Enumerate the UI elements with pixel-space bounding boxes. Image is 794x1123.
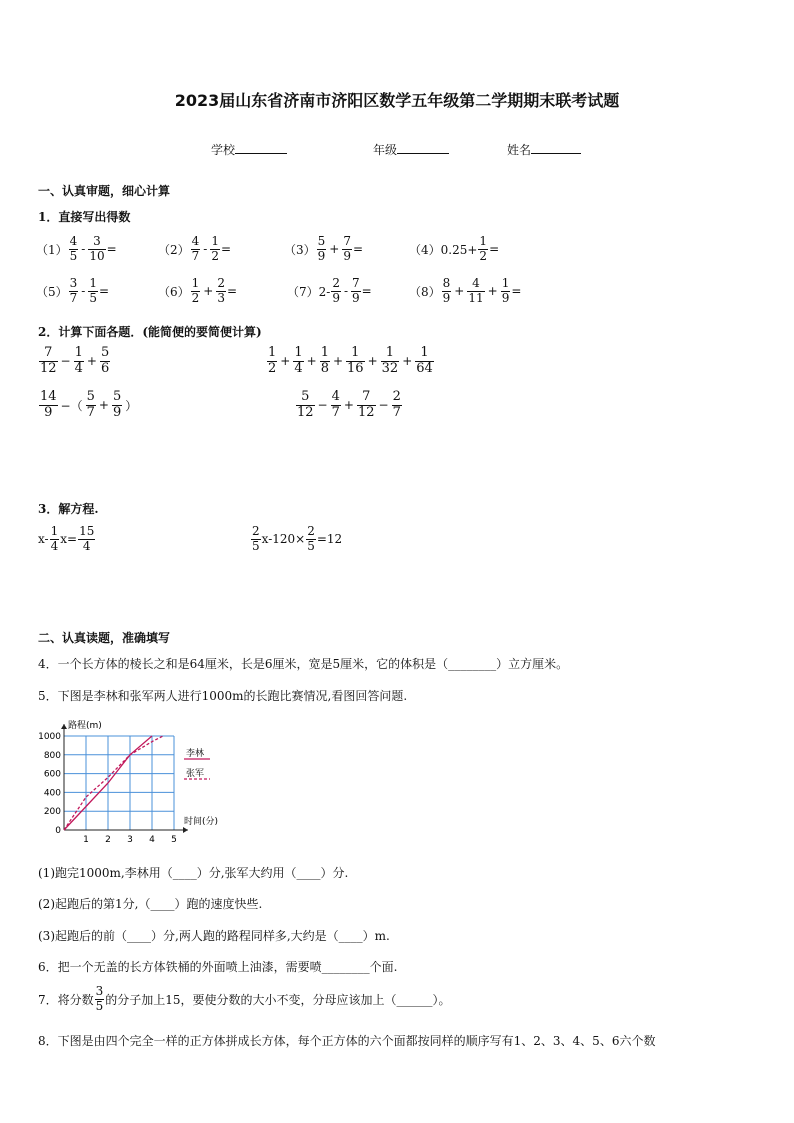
- q2-expr-1: $\frac{7}{12}$ − $\frac{1}{4}$ + $\frac{5}{6}$: [40, 345, 110, 376]
- y-tick-label: 1000: [38, 732, 61, 742]
- grade-label: 年级: [373, 143, 398, 157]
- q1-item-1: （1） $\frac{4}{5}$ - $\frac{3}{10}$ =: [36, 234, 117, 263]
- school-field: [211, 141, 287, 158]
- section1-heading: 一、认真审题，细心计算: [38, 184, 171, 198]
- x-tick-label: 2: [105, 835, 111, 845]
- q1-item-4: （4）0.25+ $\frac{1}{2}$ =: [409, 234, 500, 263]
- y-tick-label: 600: [43, 769, 61, 780]
- q1-item-2: （2） $\frac{4}{7}$ - $\frac{1}{2}$ =: [158, 234, 232, 263]
- question-4: 4．一个长方体的棱长之和是64厘米，长是6厘米，宽是5厘米，它的体积是（________）立方厘米。: [38, 657, 569, 671]
- q3-heading: 3．解方程.: [38, 502, 99, 516]
- q1-item-8: （8） $\frac{8}{9}$ + $\frac{4}{11}$ + $\frac{1}{9}$ =: [409, 276, 522, 305]
- question-5-sub-3: (3)起跑后的前（____）分,两人跑的路程同样多,大约是（____）m.: [38, 929, 390, 943]
- x-tick-label: 5: [171, 835, 177, 845]
- q3-equation-2: $\frac{2}{5}$ x-120× $\frac{2}{5}$ =12: [252, 524, 343, 553]
- x-tick-label: 3: [127, 835, 133, 845]
- y-tick-label: 0: [55, 826, 61, 836]
- race-chart: [36, 716, 256, 846]
- x-tick-label: 1: [83, 835, 89, 845]
- question-5-sub-1: (1)跑完1000m,李林用（____）分,张军大约用（____）分.: [38, 866, 349, 880]
- y-tick-label: 200: [43, 807, 61, 818]
- grade-field: [373, 141, 449, 158]
- question-8: 8．下图是由四个完全一样的正方体拼成长方体，每个正方体的六个面都按同样的顺序写有1、2、3、4、5、6六个数: [38, 1034, 656, 1048]
- question-7: 7．将分数 $\frac{3}{5}$ 的分子加上15，要使分数的大小不变，分母应该加上（______）。: [38, 984, 451, 1013]
- question-5-sub-2: (2)起跑后的第1分,（____）跑的速度快些.: [38, 897, 263, 911]
- q1-heading: 1．直接写出得数: [38, 210, 131, 224]
- q2-expr-2: $\frac{1}{2}$ + $\frac{1}{4}$ + $\frac{1}{8}$ + $\frac{1}{16}$ + $\frac{1}{32}$ + $\frac{1}{64}$: [268, 345, 433, 376]
- q2-expr-3: $\frac{14}{9}$ −（ $\frac{5}{7}$ + $\frac{5}{9}$ ）: [40, 389, 138, 420]
- x-axis-label: 时间(分): [184, 817, 219, 827]
- q3-equation-1: x- $\frac{1}{4}$ x= $\frac{15}{4}$: [38, 524, 95, 553]
- legend-label: 李林: [186, 749, 205, 759]
- q1-item-3: （3） $\frac{5}{9}$ + $\frac{7}{9}$ =: [284, 234, 364, 263]
- race-chart-svg: [36, 716, 256, 846]
- section2-heading: 二、认真读题，准确填写: [38, 631, 171, 645]
- name-label: 姓名: [507, 143, 532, 157]
- q1-item-5: （5） $\frac{3}{7}$ - $\frac{1}{5}$ =: [36, 276, 110, 305]
- name-field: [507, 141, 581, 158]
- series-line-2: [64, 736, 163, 830]
- school-label: 学校: [211, 143, 236, 157]
- y-axis-arrow: [61, 724, 67, 729]
- y-axis-label: 路程(m): [68, 721, 102, 731]
- y-tick-label: 800: [43, 750, 61, 761]
- legend-label: 张军: [186, 769, 205, 779]
- q2-heading: 2．计算下面各题．(能简便的要简便计算): [38, 325, 262, 339]
- y-tick-label: 400: [43, 788, 61, 799]
- x-axis-arrow: [183, 827, 188, 833]
- page-title: 2023届山东省济南市济阳区数学五年级第二学期期末联考试题: [174, 91, 620, 110]
- q1-item-7: （7）2- $\frac{2}{9}$ - $\frac{7}{9}$ =: [287, 276, 372, 305]
- q1-item-6: （6） $\frac{1}{2}$ + $\frac{2}{3}$ =: [158, 276, 238, 305]
- question-6: 6．把一个无盖的长方体铁桶的外面喷上油漆，需要喷________个面.: [38, 960, 398, 974]
- question-5: 5．下图是李林和张军两人进行1000m的长跑比赛情况,看图回答问题.: [38, 689, 408, 703]
- q2-expr-4: $\frac{5}{12}$ − $\frac{4}{7}$ + $\frac{7}{12}$ − $\frac{2}{7}$: [297, 389, 401, 420]
- x-tick-label: 4: [149, 835, 155, 845]
